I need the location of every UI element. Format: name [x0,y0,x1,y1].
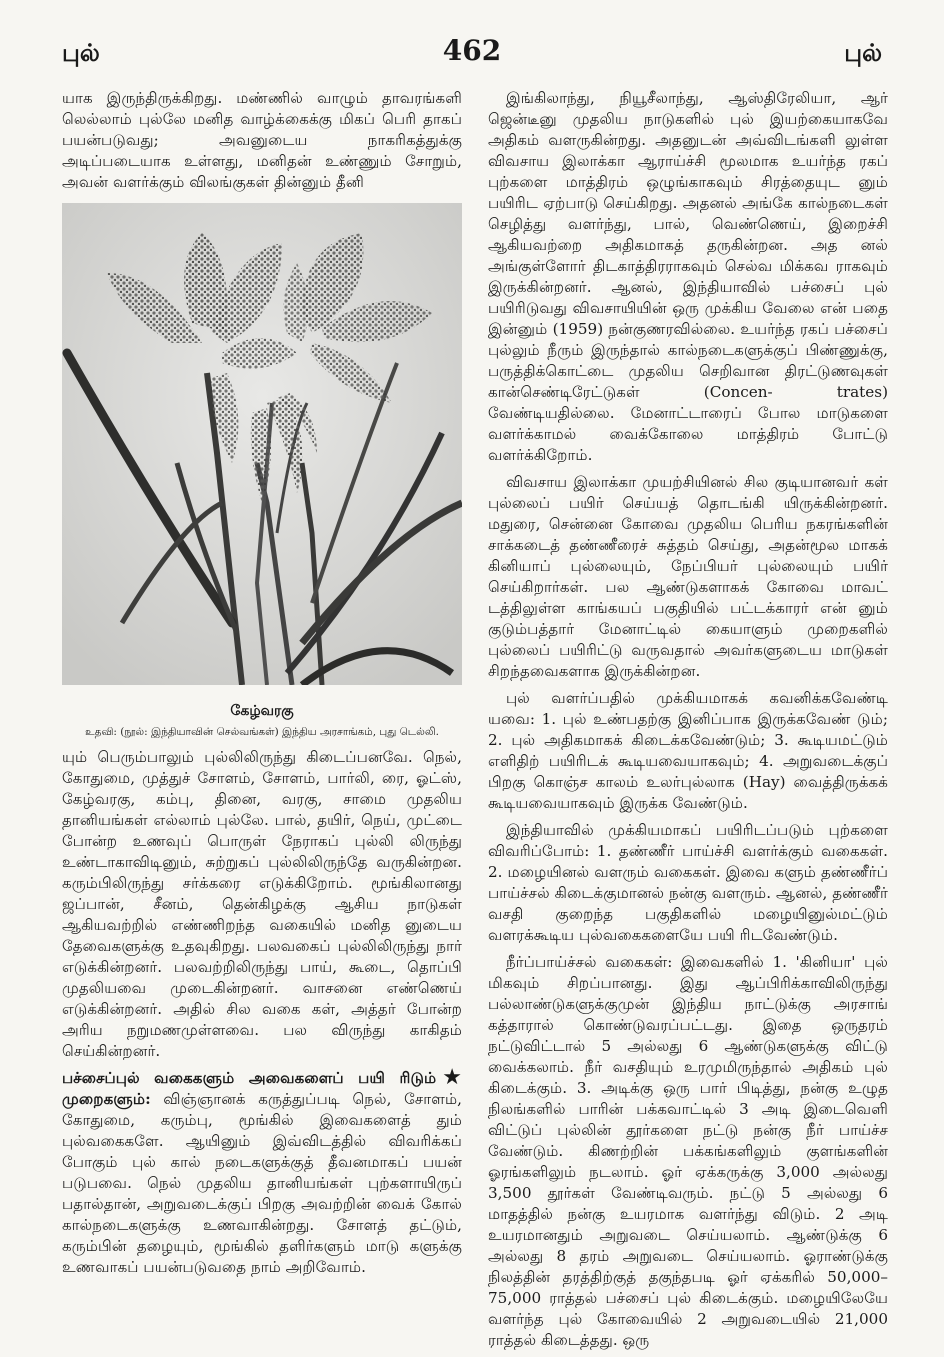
running-head-right: புல் [844,38,882,67]
agriculture-dept-paragraph: விவசாய இலாக்கா முயற்சியினல் சில குடியானவர் கள் புல்லைப் பயிர் செய்யத் தொடங்கி யிருக்கின்றனர். மதுரை, சென்னை கோவை முதலிய பெரிய நகரங்களின் சாக்கடைத் தண்ணீரைச் சுத்தம் செய்து, அதன்மூல மாகக் கினியாப் புல்லையும், நேப்பியர் புல்லையும் பயிர் செய்கிறார்கள். பல ஆண்டுகளாகக் கோவை மாவட் டத்திலுள்ள காங்கயப் பகுதியில் பட்டக்காரர் என் னும் குடும்பத்தார் மேனாட்டில் கையாளும் முறைகளில் புல்லைப் பயிரிட்டு வருவதால் அவர்களுடைய மாடுகள் சிறந்தவைகளாக இருக்கின்றன. [488,473,888,680]
intro-paragraph: யாக இருந்திருக்கிறது. மண்ணில் வாழும் தாவரங்களி லெல்லாம் புல்லே மனித வாழ்க்கைக்கு மிகப் பெரி தாகப் பயன்படுவது; அவனுடைய நாகரிகத்துக்கு அடிப்படையாக உள்ளது, மனிதன் உண்ணும் சோறும், அவன் வளர்க்கும் விலங்குகள் தின்னும் தீனி [62,89,462,191]
cultivation-section [62,1065,462,1278]
section-heading: பச்சைப்புல் வகைகளும் அவைகளைப் பயி ரிடும் முறைகளும்: [62,1069,437,1108]
right-column [488,88,888,1357]
countries-paragraph: இங்கிலாந்து, நியூசீலாந்து, ஆஸ்திரேலியா, ஆர் ஜென்டீனு முதலிய நாடுகளில் புல் இயற்கையாகவே அதிகம் வளருகின்றது. அதனுடன் அவ்விடங்களி லுள்ள விவசாய இலாக்கா ஆராய்ச்சி மூலமாக உயர்ந்த ரகப் புற்களை மாத்திரம் ஒழுங்காகவும் சிரத்தையுட னும் பயிரிட ஏற்பாடு செய்கிறது. அதனல் அங்கே கால்நடைகள் செழித்து வளர்ந்து, பால், வெண்ணெய், இறைச்சி ஆகியவற்றை அதிகமாகத் தருகின்றன. அத னல் அங்குள்ளோர் திடகாத்திரராகவும் செல்வ மிக்கவ ராகவும் இருக்கின்றனர். ஆனல், இந்தியாவில் பச்சைப் புல் பயிரிடுவது விவசாயியின் ஒரு முக்கிய வேலை என் பதை இன்னும் (1959) நன்குணரவில்லை. உயர்ந்த ரகப் பச்சைப் புல்லும் நீரும் இருந்தால் கால்நடைகளுக்குப் பிண்ணுக்கு, பருத்திக்கொட்டை முதலிய செறிவான திரட்டுணவுகள் கான்செண்டிரேட்டுகள் (Concen- trates) வேண்டியதில்லை. மேனாட்டாரைப் போல மாடுகளை வளர்க்காமல் வைக்கோலை மாத்திரம் போட்டு வளர்க்கிறோம். [488,89,888,464]
page-header [0,34,944,78]
figure-caption-credit: உதவி: (நூல்: இந்தியாவின் செல்வங்கள்) இந்திய அரசாங்கம், புது டெல்லி. [85,726,439,738]
irrigated-varieties-paragraph: நீர்ப்பாய்ச்சல் வகைகள்: இவைகளில் 1. 'கினியா' புல் மிகவும் சிறப்பானது. இது ஆப்பிரிக்காவிலிருந்து பல்லாண்டுகளுக்குமுன் இந்திய நாட்டுக்கு அரசாங் கத்தாரால் கொண்டுவரப்பட்டது. இதை ஒருதரம் நட்டுவிட்டால் 5 அல்லது 6 ஆண்டுகளுக்கு விட்டு வைக்கலாம். நீர் வசதியும் உரமுமிருந்தால் அதிகம் புல் கிடைக்கும். 3. அடிக்கு ஒரு பார் பிடித்து, நன்கு உழுத நிலங்களில் பாரின் பக்கவாட்டில் 3 அடி இடைவெளி விட்டுப் புல்லின் தூர்களை நட்டு நன்கு நீர் பாய்ச்ச வேண்டும். கிணற்றின் பக்கங்களிலும் குளங்களின் ஓரங்களிலும் நடலாம். ஓர் ஏக்கருக்கு 3,000 அல்லது 3,500 தூர்கள் வேண்டிவரும். நட்டு 5 அல்லது 6 மாதத்தில் நன்கு உயரமாக வளர்ந்து விடும். 2 அடி உயரமானதும் அறுவடை செய்யலாம். ஆண்டுக்கு 6 அல்லது 8 தரம் அறுவடை செய்யலாம். ஓராண்டுக்கு நிலத்தின் தரத்திற்குத் தகுந்தபடி ஓர் ஏக்கரில் 50,000–75,000 ராத்தல் பச்சைப் புல் கிடைக்கும். மழையிலேயே வளர்ந்த புல் கோவையில் 2 அறுவடையில் 21,000 ராத்தல் கிடைத்தது. ஒரு [488,953,888,1349]
grass-criteria-paragraph: புல் வளர்ப்பதில் முக்கியமாகக் கவனிக்கவேண்டி யவை: 1. புல் உண்பதற்கு இனிப்பாக இருக்கவேண் டும்; 2. புல் அதிகமாகக் கிடைக்கவேண்டும்; 3. கூடியமட்டும் எளிதிற் பயிரிடக் கூடியவையாகவும்; 4. அறுவடைக்குப் பிறகு கொஞ்ச காலம் உலர்புல்லாக (Hay) வைத்திருக்கக் கூடியவையாகவும் இருக்க வேண்டும். [488,689,888,812]
cultivation-paragraph: விஞ்ஞானக் கருத்துப்படி நெல், சோளம், கோதுமை, கரும்பு, மூங்கில் இவைகளைத் தும் புல்வகைகளே. ஆயினும் இவ்விடத்தில் விவரிக்கப் போகும் புல் கால் நடைகளுக்குத் தீவனமாகப் பயன் படுபவை. நெல் முதலிய தானியங்கள் புற்களாயிருப் பதால்தான், அறுவடைக்குப் பிறகு அவற்றின் வைக் கோல் கால்நடைகளுக்கு உணவாகின்றது. சோளத் தட்டும், கரும்பின் தழையும், மூங்கில் தளிர்களும் மாடு களுக்கு உணவாகப் பயன்படுவதை நாம் அறிவோம். [62,1090,462,1276]
star-icon: ★ [442,1065,462,1090]
ragi-plant-photo [62,203,462,685]
running-head-left: புல் [62,38,100,67]
left-column [62,88,462,1284]
figure-caption-title: கேழ்வரகு [230,703,294,719]
page-number: 462 [442,34,502,67]
grain-uses-paragraph: யும் பெரும்பாலும் புல்லிலிருந்து கிடைப்பனவே. நெல், கோதுமை, முத்துச் சோளம், சோளம், பார்லி, ரை, ஓட்ஸ், கேழ்வரகு, கம்பு, தினை, வரகு, சாமை முதலிய தானியங்கள் எல்லாம் புல்லே. பால், தயிர், நெய், முட்டை போன்ற உணவுப் பொருள் நேராகப் புல்லி லிருந்து உண்டாகாவிடினும், சுற்றுகப் புல்லிலிருந்தே வருகின்றன. கரும்பிலிருந்து சர்க்கரை எடுக்கிறோம். மூங்கிலானது ஜப்பான், சீனம், தென்கிழக்கு ஆசிய நாடுகள் ஆகியவற்றில் எண்ணிறந்த வகையில் மனித னுடைய தேவைகளுக்கு உதவுகிறது. பலவகைப் புல்லிலிருந்து நார் எடுக்கின்றனர். பலவற்றிலிருந்து பாய், கூடை, தொப்பி முதலியவை முடைகின்றனர். வாசனை எண்ணெய் எடுக்கின்றனர். அதில் சில வகை கள், அத்தர் போன்ற அரிய நறுமணமுள்ளவை. பல விருந்து காகிதம் செய்கின்றனர். [62,748,462,1060]
grass-types-paragraph: இந்தியாவில் முக்கியமாகப் பயிரிடப்படும் புற்களை விவரிப்போம்: 1. தண்ணீர் பாய்ச்சி வளர்க்கும் வகைகள். 2. மழையினல் வளரும் வகைகள். இவை களும் தண்ணீர்ப் பாய்ச்சல் கிடைக்குமானல் நன்கு வளரும். ஆனல், தண்ணீர் வசதி குறைந்த பகுதிகளில் மழையினுல்மட்டும் வளரக்கூடிய புல்வகைகளையே பயி ரிடவேண்டும். [488,821,888,944]
ragi-plant-illustration [62,203,462,685]
